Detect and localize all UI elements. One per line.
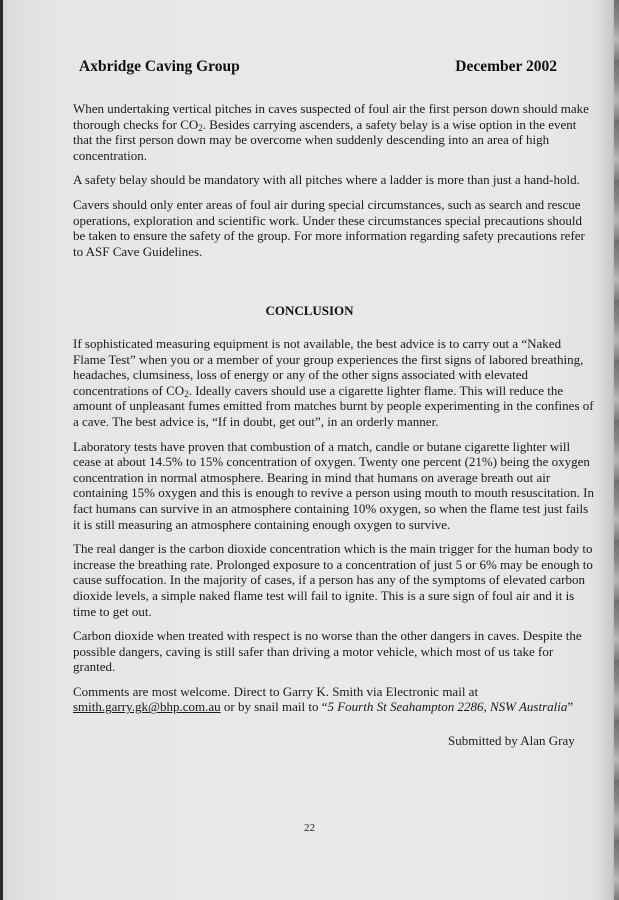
author-signature: Submitted by Alan Gray <box>448 733 575 748</box>
paragraph-real-danger: The real danger is the carbon dioxide concentration which is the main trigger for the human body to increase the breathing rate. Prolonged exposure to a concentration of just 5 or 6% may be enough to cause suffocation. In the majority of cases, if a person has any of the symptoms of elevated carbon dioxide levels, a simple naked flame test will fail to ignite. This is a sure sign of foul air and it is time to get out. <box>73 541 593 619</box>
paragraph-comments: Comments are most welcome. Direct to Garry K. Smith via Electronic mail at smith.garry.gk@bhp.com.au or by snail mail to “5 Fourth St Seahampton 2286, NSW Australia” <box>73 683 574 715</box>
page-number: 22 <box>304 822 315 834</box>
page-right-edge <box>614 0 619 900</box>
page-left-edge <box>0 0 3 900</box>
intro-section <box>73 101 595 268</box>
email-link[interactable]: smith.garry.gk@bhp.com.au <box>73 699 221 715</box>
page-header <box>79 58 557 76</box>
issue-date: December 2002 <box>455 58 557 75</box>
postal-address: 5 Fourth St Seahampton 2286, NSW Australia <box>327 699 568 715</box>
conclusion-section <box>73 336 595 724</box>
paragraph-safety-belay: A safety belay should be mandatory with all pitches where a ladder is more than just a hand-hold. <box>73 172 580 188</box>
paragraph-naked-flame-test: If sophisticated measuring equipment is not available, the best advice is to carry out a “Naked Flame Test” when you or a member of your group experiences the first signs of labored breathing, headaches, clumsiness, loss of energy or any of the other signs associated with elevated concentrations of $CO_2$. Ideally cavers should use a cigarette lighter flame. This will reduce the amount of unpleasant fumes emitted from matches burnt by people experimenting in the confines of a cave. The best advice is, “If in doubt, get out”, in an orderly manner. <box>73 336 594 429</box>
paragraph-vertical-pitches: When undertaking vertical pitches in caves suspected of foul air the first person down should make thorough checks for $CO_2$. Besides carrying ascenders, a safety belay is a wise option in the event that the first person down may be overcome when suddenly descending into an area of high concentration. <box>73 101 589 163</box>
paragraph-foul-air-entry: Cavers should only enter areas of foul air during special circumstances, such as search and rescue operations, exploration and scientific work. Under these circumstances special precautions should be taken to ensure the safety of the group. For more information regarding safety precautions refer to ASF Cave Guidelines. <box>73 196 585 259</box>
paragraph-carbon-dioxide-respect: Carbon dioxide when treated with respect is no worse than the other dangers in caves. Despite the possible dangers, caving is still safer than driving a motor vehicle, which most of us take for granted. <box>73 628 582 675</box>
organization-name: Axbridge Caving Group <box>79 58 240 75</box>
paragraph-laboratory-tests: Laboratory tests have proven that combustion of a match, candle or butane cigarette lighter will cease at about 14.5% to 15% concentration of oxygen. Twenty one percent (21%) being the oxygen concentration in normal atmosphere. Bearing in mind that humans on average breath out air containing 15% oxygen and this is enough to revive a person using mouth to mouth resuscitation. In fact humans can survive in an atmosphere containing 10% oxygen, so when the flame test just fails it is still measuring an atmosphere containing enough oxygen to survive. <box>73 438 595 532</box>
conclusion-heading: CONCLUSION <box>265 303 354 318</box>
